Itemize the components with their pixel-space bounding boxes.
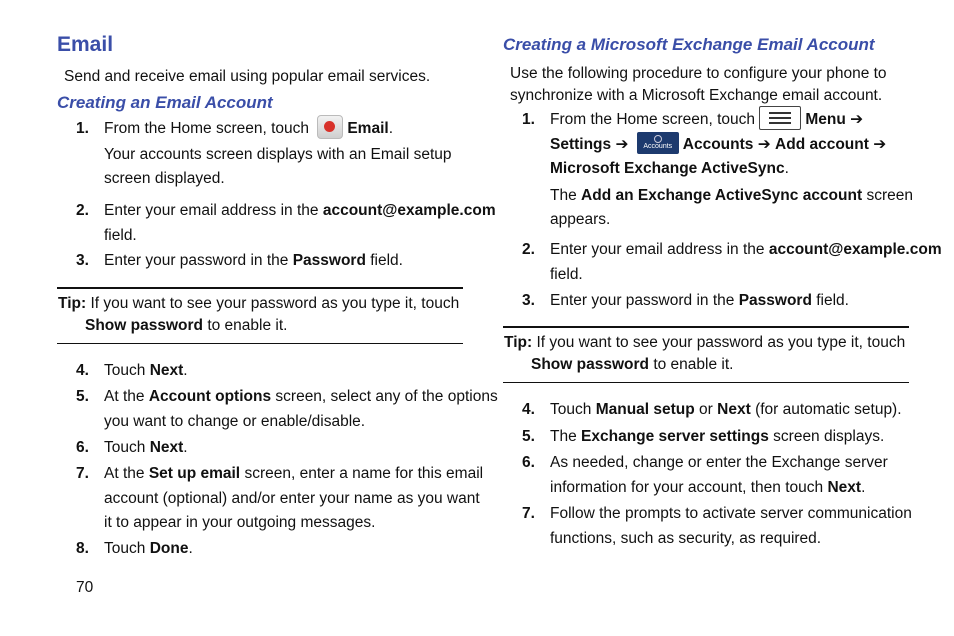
tip-text: If you want to see your password as you type it, touch	[90, 295, 460, 312]
tip-top-rule	[503, 326, 909, 328]
step-text: At the	[104, 465, 145, 482]
punct: .	[183, 362, 188, 379]
tip-action: Show password	[531, 356, 649, 373]
step-text: The	[550, 186, 577, 204]
step-text: Enter your email address in the	[550, 241, 765, 258]
email-app-icon	[317, 115, 343, 139]
button-name: Next	[149, 439, 184, 456]
button-name: Next	[149, 362, 184, 379]
step-text: As needed, change or enter the Exchange server	[550, 454, 888, 471]
tip-label: Tip:	[504, 334, 533, 351]
step-text: From the Home screen, touch	[550, 111, 756, 129]
step-text: Enter your email address in the	[104, 202, 319, 219]
arrow-icon: ➔	[873, 135, 887, 153]
step-number: 4.	[522, 401, 535, 418]
screen-name: Account options	[148, 388, 272, 405]
exchange-activesync-label: Microsoft Exchange ActiveSync	[550, 160, 785, 178]
tip-top-rule	[57, 287, 463, 289]
accounts-label: Accounts	[682, 135, 754, 153]
step-text: screen displayed.	[104, 170, 225, 188]
email-intro: Send and receive email using popular email services.	[64, 68, 431, 85]
tip-action: Show password	[85, 317, 203, 334]
field-name: account@example.com	[768, 241, 942, 258]
screen-name: Set up email	[148, 465, 241, 482]
left-tip	[58, 293, 459, 337]
tip-label: Tip:	[58, 295, 87, 312]
step-text: screen, select any of the options	[275, 388, 498, 405]
step-text: screen	[866, 186, 913, 204]
tip-text: to enable it.	[207, 317, 288, 334]
page-number: 70	[76, 579, 94, 596]
button-name: Manual setup	[595, 401, 695, 418]
page-title: Email	[57, 33, 114, 56]
field-name: Password	[738, 292, 812, 309]
button-name: Next	[827, 478, 862, 496]
step-text: appears.	[550, 211, 611, 229]
step-text: From the Home screen, touch	[104, 120, 310, 138]
menu-label: Menu	[805, 111, 846, 129]
field-name: Password	[292, 252, 366, 269]
step-number: 7.	[76, 465, 89, 482]
step-text: Enter your password in the	[104, 252, 289, 269]
tip-bottom-rule	[57, 343, 463, 344]
step-text: field.	[550, 265, 583, 283]
step-text: it to appear in your outgoing messages.	[104, 514, 376, 531]
settings-label: Settings	[550, 135, 612, 153]
add-account-label: Add account	[775, 135, 869, 153]
step-text: Touch	[550, 401, 592, 418]
tip-text: to enable it.	[653, 356, 734, 373]
step-number: 6.	[76, 439, 89, 456]
step-text: Touch	[104, 540, 146, 557]
field-name: account@example.com	[322, 202, 496, 219]
step-text: field.	[370, 252, 403, 269]
step-number: 5.	[522, 428, 535, 445]
step-text: field.	[104, 226, 137, 244]
punct: .	[388, 120, 394, 138]
step-text: screen displays.	[773, 428, 885, 445]
step-text: (for automatic setup).	[755, 401, 902, 418]
step-number: 4.	[76, 362, 89, 379]
step-number: 3.	[76, 252, 89, 269]
step-number: 7.	[522, 505, 535, 522]
arrow-icon: ➔	[615, 135, 629, 153]
step-text: Enter your password in the	[550, 292, 735, 309]
step-number: 1.	[522, 111, 535, 128]
step-text: The	[550, 428, 577, 445]
step-text: account (optional) and/or enter your name as you want	[104, 489, 480, 507]
step-text: information for your account, then touch	[550, 478, 824, 496]
accounts-icon-label: Accounts	[643, 142, 673, 150]
screen-name: Exchange server settings	[581, 428, 769, 445]
section-title-exchange: Creating a Microsoft Exchange Email Account	[503, 35, 875, 54]
button-name: Done	[149, 540, 189, 557]
menu-key-icon	[759, 106, 801, 130]
tip-bottom-rule	[503, 382, 909, 383]
exchange-intro	[510, 63, 887, 107]
punct: .	[784, 160, 789, 178]
tip-text: If you want to see your password as you type it, touch	[536, 334, 906, 351]
button-name: Next	[717, 401, 751, 418]
step-text: screen, enter a name for this email	[244, 465, 484, 482]
step-text: field.	[816, 292, 849, 309]
step-text: Your accounts screen displays with an Email setup	[104, 145, 452, 163]
punct: .	[188, 540, 193, 557]
step-text: you want to change or enable/disable.	[104, 412, 366, 430]
step-number: 2.	[522, 241, 535, 258]
step-text: At the	[104, 388, 145, 405]
screen-name: Add an Exchange ActiveSync account	[581, 186, 863, 204]
step-number: 3.	[522, 292, 535, 309]
step-text: Follow the prompts to activate server communication	[550, 505, 912, 522]
accounts-icon	[637, 132, 679, 154]
step-text: Touch	[104, 439, 146, 456]
step-number: 6.	[522, 454, 535, 471]
step-number: 2.	[76, 202, 89, 219]
punct: .	[861, 478, 866, 496]
step-number: 1.	[76, 120, 89, 137]
step-number: 5.	[76, 388, 89, 405]
step-text: or	[699, 401, 713, 418]
intro-line: synchronize with a Microsoft Exchange email account.	[510, 87, 883, 104]
section-title-create-email: Creating an Email Account	[57, 93, 273, 112]
step-text: functions, such as security, as required.	[550, 529, 822, 547]
arrow-icon: ➔	[757, 135, 771, 153]
step-number: 8.	[76, 540, 89, 557]
step-text: Touch	[104, 362, 146, 379]
email-label: Email	[347, 120, 389, 138]
arrow-icon: ➔	[850, 111, 864, 129]
intro-line: Use the following procedure to configure your phone to	[510, 65, 887, 82]
punct: .	[183, 439, 188, 456]
right-tip	[504, 332, 905, 376]
